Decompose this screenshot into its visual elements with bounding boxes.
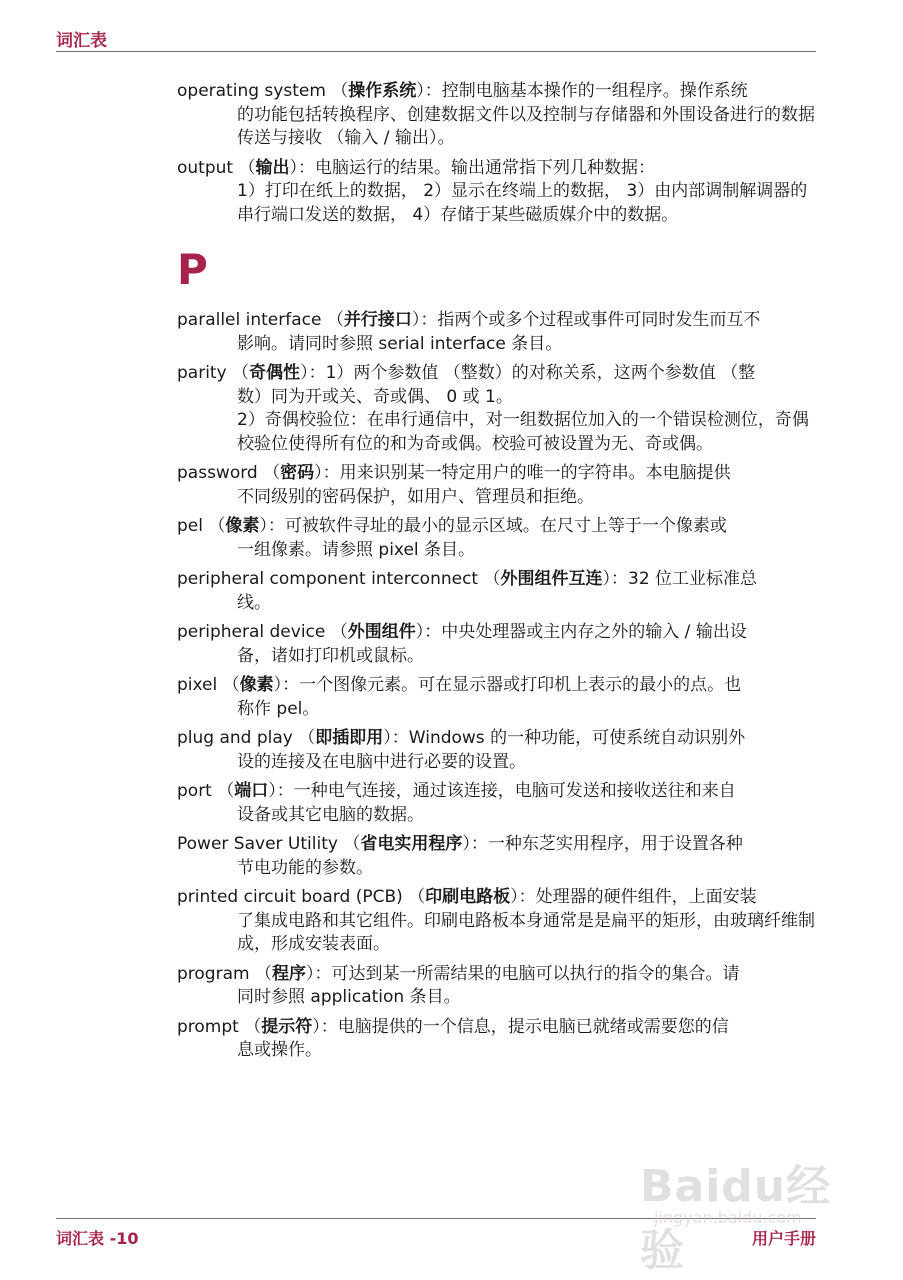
glossary-entry	[177, 157, 822, 228]
glossary-entry	[177, 727, 822, 774]
glossary-entry	[177, 462, 822, 509]
entry-definition-continued: 设的连接及在电脑中进行必要的设置。	[237, 751, 526, 772]
entry-term: parity	[177, 363, 227, 383]
entry-definition-start: 可被软件寻址的最小的显示区域。在尺寸上等于一个像素或	[284, 516, 727, 536]
entry-term: pel	[177, 516, 203, 536]
entry-first-line: peripheral device （外围组件）：中央处理器或主内存之外的输入 / 输出设	[177, 622, 747, 642]
entry-term: operating system	[177, 81, 326, 101]
baidu-watermark	[640, 1150, 850, 1276]
glossary-entry	[177, 963, 822, 1010]
entry-separator: ：	[424, 81, 442, 101]
entry-chinese-term: 并行接口	[343, 310, 412, 330]
entry-separator: ：	[314, 963, 332, 984]
entry-definition-start: 处理器的硬件组件，上面安装	[535, 887, 757, 907]
entry-separator: ：	[518, 887, 536, 907]
entry-first-line: plug and play （即插即用）：Windows 的一种功能，可使系统自动识别外	[177, 728, 746, 748]
entry-definition-continued: 备，诸如打印机或鼠标。	[237, 645, 424, 666]
glossary-entry	[177, 674, 822, 721]
entry-separator: ：	[308, 363, 326, 383]
watermark-url: jingyan.baidu.com	[654, 1208, 802, 1227]
glossary-entry	[177, 833, 822, 880]
entry-term: password	[177, 463, 258, 483]
entry-definition-continued: 节电功能的参数。	[237, 857, 373, 878]
entry-separator: ：	[470, 834, 488, 854]
glossary-entry	[177, 80, 822, 151]
entry-definition-continued: 线。	[237, 592, 271, 613]
entry-definition-start: 控制电脑基本操作的一组程序。操作系统	[441, 81, 748, 101]
footer-manual-label: 用户手册	[751, 1229, 816, 1248]
entry-definition-start: 1）两个参数值 （整数）的对称关系，这两个参数值 （整	[325, 363, 756, 383]
footer-page-label: 词汇表 -10	[56, 1229, 139, 1248]
entry-definition-start: 用来识别某一特定用户的唯一的字符串。本电脑提供	[339, 463, 731, 483]
glossary-entry	[177, 515, 822, 562]
entry-definition-start: 一种电气连接，通过该连接，电脑可发送和接收送往和来自	[293, 781, 736, 801]
entry-separator: ：	[424, 622, 442, 642]
glossary-entry	[177, 621, 822, 668]
entry-definition-continued: 不同级别的密码保护，如用户、管理员和拒绝。	[237, 486, 594, 507]
entry-definition-continued: 了集成电路和其它组件。印刷电路板本身通常是是扁平的矩形，由玻璃纤维制成，形成安装表面。	[237, 910, 815, 954]
entry-term: prompt	[177, 1016, 239, 1037]
entry-first-line: pixel （像素）：一个图像元素。可在显示器或打印机上表示的最小的点。也	[177, 675, 742, 695]
glossary-entry	[177, 309, 822, 356]
entry-definition-start: 指两个或多个过程或事件可同时发生而互不	[437, 310, 761, 330]
entry-definition-continued: 息或操作。	[237, 1040, 322, 1060]
entry-separator: ：	[391, 728, 409, 748]
entry-separator: ：	[320, 1016, 338, 1037]
entry-chinese-term: 像素	[239, 675, 274, 695]
entry-term: parallel interface	[177, 310, 322, 330]
entry-chinese-term: 外围组件互连	[500, 569, 603, 589]
entry-first-line: operating system （操作系统）：控制电脑基本操作的一组程序。操作系统	[177, 81, 748, 101]
entry-chinese-term: 程序	[271, 963, 306, 984]
glossary-entry	[177, 780, 822, 827]
entry-definition-continued: 设备或其它电脑的数据。	[237, 804, 424, 825]
entry-definition-second: 2）奇偶校验位：在串行通信中，对一组数据位加入的一个错误检测位，奇偶校验位使得所有位的和为奇或偶。校验可被设置为无、奇或偶。	[237, 410, 809, 454]
entry-separator: ：	[322, 463, 340, 483]
entry-separator: ：	[267, 516, 285, 536]
entry-definition-continued: 称作 pel。	[237, 698, 320, 719]
entry-term: peripheral component interconnect	[177, 569, 479, 589]
glossary-entry	[177, 1016, 822, 1063]
entry-chinese-term: 密码	[280, 463, 315, 483]
entry-term: port	[177, 781, 212, 801]
entry-first-line: Power Saver Utility （省电实用程序）：一种东芝实用程序，用于设置各种	[177, 834, 743, 854]
entry-definition-continued: 数）同为开或关、奇或偶、 0 或 1。	[237, 386, 513, 407]
entry-separator: ：	[282, 675, 300, 695]
entry-first-line: program （程序）：可达到某一所需结果的电脑可以执行的指令的集合。请	[177, 963, 740, 984]
entry-chinese-term: 输出	[255, 157, 290, 178]
entry-separator: ：	[611, 569, 629, 589]
entry-definition-start: 中央处理器或主内存之外的输入 / 输出设	[441, 622, 747, 642]
entry-definition-start: 可达到某一所需结果的电脑可以执行的指令的集合。请	[331, 963, 740, 984]
entry-separator: ：	[420, 310, 438, 330]
entry-first-line: peripheral component interconnect （外围组件互连）：32 位工业标准总	[177, 569, 758, 589]
entry-separator: ：	[276, 781, 294, 801]
entry-definition-continued: 同时参照 application 条目。	[237, 987, 461, 1007]
entry-first-line: parity （奇偶性）：1）两个参数值 （整数）的对称关系，这两个参数值 （整	[177, 363, 756, 383]
section-letter: P	[177, 245, 208, 294]
entry-first-line: port （端口）：一种电气连接，通过该连接，电脑可发送和接收送往和来自	[177, 781, 736, 801]
watermark-logo-text: Baidu经验	[640, 1161, 832, 1276]
entry-chinese-term: 奇偶性	[249, 363, 301, 383]
entry-definition-continued: 的功能包括转换程序、创建数据文件以及控制与存储器和外围设备进行的数据传送与接收 （输入 / 输出）。	[237, 104, 815, 148]
entry-chinese-term: 外围组件	[347, 622, 416, 642]
entry-chinese-term: 即插即用	[315, 728, 384, 748]
entry-definition-start: Windows 的一种功能，可使系统自动识别外	[408, 728, 746, 748]
entry-definition-start: 一个图像元素。可在显示器或打印机上表示的最小的点。也	[299, 675, 742, 695]
entry-definition-start: 一种东芝实用程序，用于设置各种	[487, 834, 743, 854]
entry-chinese-term: 省电实用程序	[360, 834, 463, 854]
entry-separator: ：	[297, 157, 315, 178]
entry-term: program	[177, 963, 250, 984]
entry-first-line: password （密码）：用来识别某一特定用户的唯一的字符串。本电脑提供	[177, 463, 731, 483]
entry-definition-start: 电脑运行的结果。输出通常指下列几种数据：	[314, 157, 655, 178]
entry-term: printed circuit board (PCB)	[177, 887, 403, 907]
entry-chinese-term: 印刷电路板	[425, 887, 511, 907]
entry-term: output	[177, 157, 234, 178]
entry-definition-continued: 一组像素。请参照 pixel 条目。	[237, 539, 476, 560]
entry-chinese-term: 端口	[234, 781, 269, 801]
entry-chinese-term: 提示符	[261, 1016, 313, 1037]
entry-term: pixel	[177, 675, 218, 695]
entry-definition-start: 电脑提供的一个信息，提示电脑已就绪或需要您的信	[337, 1016, 729, 1037]
glossary-entry	[177, 886, 822, 957]
entry-term: plug and play	[177, 728, 293, 748]
header-rule	[56, 51, 816, 52]
entry-chinese-term: 操作系统	[348, 81, 417, 101]
entry-term: Power Saver Utility	[177, 834, 338, 854]
entry-first-line: pel （像素）：可被软件寻址的最小的显示区域。在尺寸上等于一个像素或	[177, 516, 727, 536]
entry-term: peripheral device	[177, 622, 326, 642]
glossary-list-p	[177, 309, 822, 1063]
entry-first-line: printed circuit board (PCB) （印刷电路板）：处理器的硬件组件，上面安装	[177, 887, 757, 907]
entry-first-line: prompt （提示符）：电脑提供的一个信息，提示电脑已就绪或需要您的信	[177, 1016, 729, 1037]
entry-first-line: parallel interface （并行接口）：指两个或多个过程或事件可同时发生而互不	[177, 310, 761, 330]
entry-first-line: output （输出）：电脑运行的结果。输出通常指下列几种数据：	[177, 157, 655, 178]
entry-definition-start: 32 位工业标准总	[628, 569, 758, 589]
glossary-list-o	[177, 80, 822, 227]
glossary-entry	[177, 568, 822, 615]
glossary-content	[177, 80, 822, 1069]
entry-definition-continued: 影响。请同时参照 serial interface 条目。	[237, 333, 563, 354]
entry-chinese-term: 像素	[225, 516, 260, 536]
entry-definition-continued: 1）打印在纸上的数据， 2）显示在终端上的数据， 3）由内部调制解调器的串行端口发送的数据， 4）存储于某些磁质媒介中的数据。	[237, 181, 808, 225]
glossary-entry	[177, 362, 822, 456]
page-header-title: 词汇表	[56, 31, 107, 51]
